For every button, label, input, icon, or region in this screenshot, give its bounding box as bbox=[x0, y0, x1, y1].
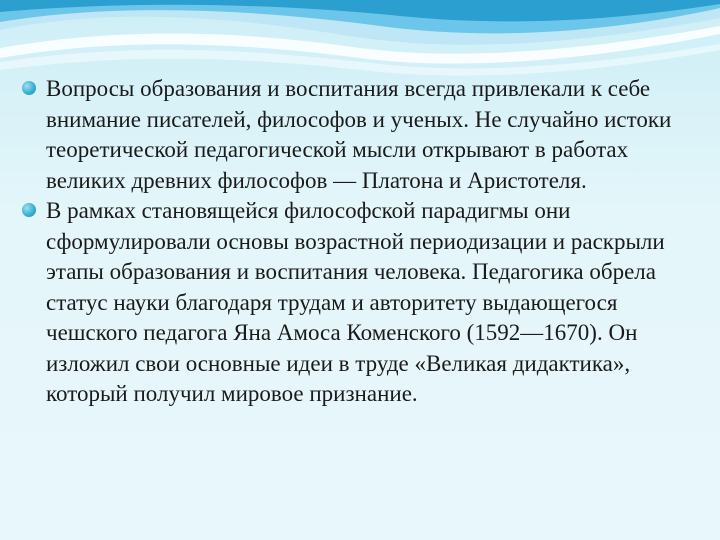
bullet-item bbox=[22, 196, 692, 410]
bullet-circle-icon bbox=[22, 203, 36, 217]
header-wave-decoration bbox=[0, 0, 720, 80]
bullet-list bbox=[22, 74, 692, 410]
bullet-circle-icon bbox=[22, 81, 36, 95]
bullet-text: Вопросы образования и воспитания всегда привлекали к себе внимание писателей, философов и ученых. Не случайно истоки теоретической педагогической мысли открывают в работах великих древних философов — Платона и Аристотеля. bbox=[46, 76, 672, 193]
bullet-text: В рамках становящейся философской парадигмы они сформулировали основы возрастной периодизации и раскрыли этапы образования и воспитания человека. Педагогика обрела статус науки благодаря трудам и авторитету выдающегося чешского педагога Яна Амоса Коменского (1592—1670). Он изложил свои основные идеи в труде «Великая дидактика», который получил мировое признание. bbox=[46, 198, 665, 406]
bullet-item bbox=[22, 74, 692, 196]
